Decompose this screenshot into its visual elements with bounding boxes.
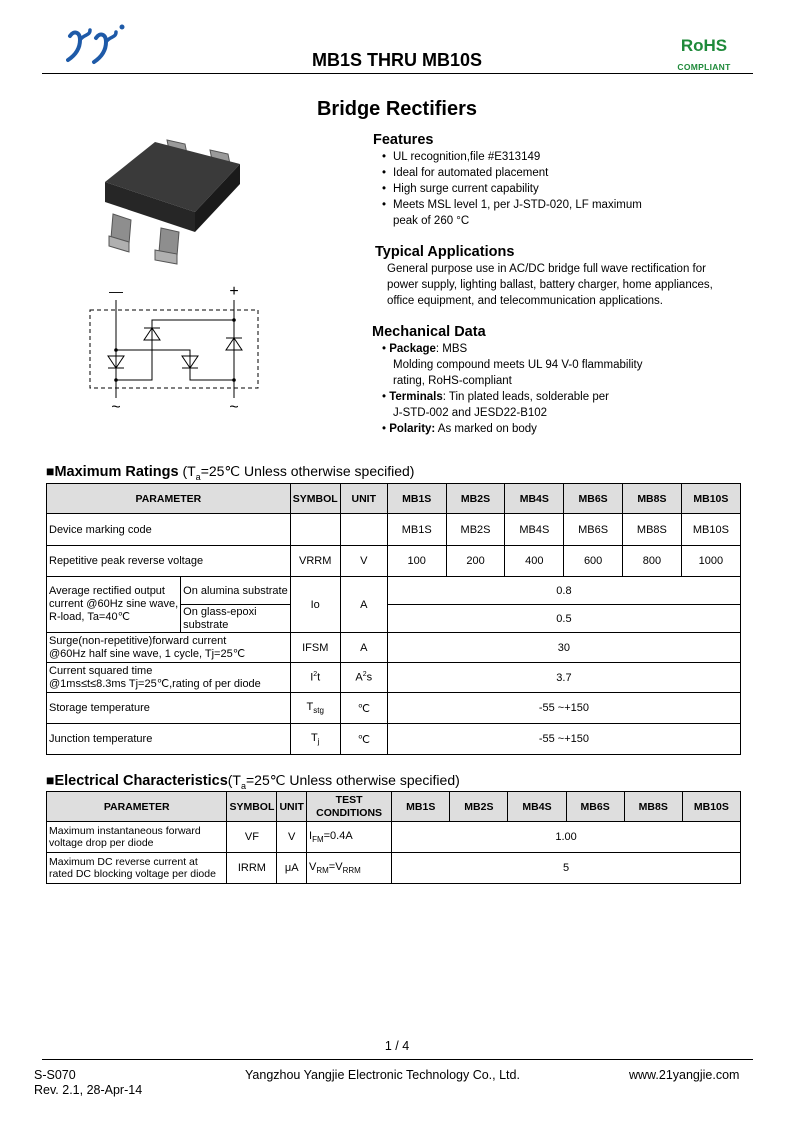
value-cell: MB6S xyxy=(564,514,623,546)
unit-cell: V xyxy=(340,546,387,577)
unit-cell: μA xyxy=(277,853,307,884)
unit-cell: A xyxy=(340,577,387,633)
ac-terminal-label: ~ xyxy=(111,399,121,416)
value-cell: 800 xyxy=(623,546,682,577)
param-cell: Junction temperature xyxy=(47,724,291,755)
column-header: TEST CONDITIONS xyxy=(307,792,392,822)
param-cell: Surge(non-repetitive)forward current @60Hz half sine wave, 1 cycle, Tj=25℃ xyxy=(47,633,291,663)
column-header: PARAMETER xyxy=(47,792,227,822)
list-item: • UL recognition,file #E313149 xyxy=(382,149,642,165)
column-header: MB10S xyxy=(681,484,740,514)
features-list xyxy=(382,149,642,213)
column-header: MB4S xyxy=(508,792,566,822)
features-heading: Features xyxy=(373,132,434,148)
param-cell: Maximum instantaneous forward voltage drop per diode xyxy=(47,822,227,853)
rohs-compliant-label: COMPLIANT xyxy=(677,62,731,72)
column-header: MB1S xyxy=(387,484,446,514)
value-cell: 3.7 xyxy=(387,663,740,693)
symbol-cell: $T_j$ xyxy=(290,724,340,755)
param-cell: Average rectified output current @60Hz sine wave, R-load, Ta=40℃ xyxy=(47,577,181,633)
symbol-cell: VF xyxy=(227,822,277,853)
terminals-label: Terminals xyxy=(389,391,443,403)
terminals-standard: J-STD-002 and JESD22-B102 xyxy=(393,407,548,419)
unit-cell: ℃ xyxy=(340,724,387,755)
company-name: Yangzhou Yangjie Electronic Technology Co., Ltd. xyxy=(245,1068,520,1082)
minus-terminal-label: — xyxy=(109,283,123,299)
footer-divider xyxy=(42,1059,753,1060)
features-continuation: peak of 260 °C xyxy=(393,215,470,227)
value-cell: 1.00 xyxy=(392,822,741,853)
molding-line: Molding compound meets UL 94 V-0 flammability xyxy=(393,359,643,371)
condition-cell: On alumina substrate xyxy=(181,577,291,605)
rohs-label: RoHS xyxy=(680,36,728,55)
symbol-cell: IFSM xyxy=(290,633,340,663)
electrical-table xyxy=(46,791,741,884)
symbol-cell: VRRM xyxy=(290,546,340,577)
page-number: 1 / 4 xyxy=(384,1039,410,1053)
value-cell: 0.5 xyxy=(387,605,740,633)
table-row xyxy=(47,663,741,693)
column-header: MB8S xyxy=(624,792,682,822)
table-row xyxy=(47,693,741,724)
table-row xyxy=(47,853,741,884)
value-cell: -55 ~+150 xyxy=(387,724,740,755)
param-cell: Current squared time @1ms≤t≤8.3ms Tj=25℃,rating of per diode xyxy=(47,663,291,693)
unit-cell: A xyxy=(340,633,387,663)
column-header: MB4S xyxy=(505,484,564,514)
param-cell: Device marking code xyxy=(47,514,291,546)
polarity-value: As marked on body xyxy=(435,423,537,435)
max-ratings-heading: ■Maximum Ratings ($T_a=25℃$ Unless otherwise specified) xyxy=(46,463,415,482)
circuit-diagram xyxy=(86,280,264,418)
unit-cell: $A^2s$ xyxy=(340,663,387,693)
max-ratings-title: Maximum Ratings xyxy=(54,464,179,480)
column-header: UNIT xyxy=(277,792,307,822)
test-condition-cell: $I_{FM}=0.4A$ xyxy=(307,822,392,853)
param-cell: Storage temperature xyxy=(47,693,291,724)
product-subtitle: Bridge Rectifiers xyxy=(316,98,478,120)
param-cell: Repetitive peak reverse voltage xyxy=(47,546,291,577)
test-condition-cell: $V_{RM}=V_{RRM}$ xyxy=(307,853,392,884)
value-cell: 30 xyxy=(387,633,740,663)
table-header-row xyxy=(47,484,741,514)
value-cell: MB2S xyxy=(446,514,505,546)
symbol-cell: Io xyxy=(290,577,340,633)
table-header-row xyxy=(47,792,741,822)
table-row xyxy=(47,577,741,605)
table-row xyxy=(47,514,741,546)
list-item: • Meets MSL level 1, per J-STD-020, LF maximum xyxy=(382,197,642,213)
revision: Rev. 2.1, 28-Apr-14 xyxy=(34,1083,143,1097)
value-cell: MB4S xyxy=(505,514,564,546)
column-header: MB1S xyxy=(392,792,450,822)
document-title: MB1S THRU MB10S xyxy=(311,50,483,70)
ac-terminal-label: ~ xyxy=(229,399,239,416)
value-cell: 400 xyxy=(505,546,564,577)
unit-cell: ℃ xyxy=(340,693,387,724)
column-header: MB2S xyxy=(450,792,508,822)
electrical-heading: ■Electrical $Characteristics(T_a=25℃$ Unless otherwise specified) xyxy=(46,772,460,791)
applications-line: power supply, lighting ballast, battery charger, home appliances, xyxy=(387,279,713,291)
package-image xyxy=(95,132,255,272)
column-header: MB8S xyxy=(623,484,682,514)
value-cell: 200 xyxy=(446,546,505,577)
document-id: S-S070 xyxy=(34,1068,76,1082)
column-header: SYMBOL xyxy=(290,484,340,514)
value-cell: 100 xyxy=(387,546,446,577)
molding-line: rating, RoHS-compliant xyxy=(393,375,512,387)
max-ratings-table xyxy=(46,483,741,755)
table-row xyxy=(47,633,741,663)
applications-text xyxy=(387,261,713,309)
rohs-badge xyxy=(664,36,744,72)
column-header: MB6S xyxy=(566,792,624,822)
mechanical-heading: Mechanical Data xyxy=(372,324,486,340)
column-header: MB2S xyxy=(446,484,505,514)
value-cell: 0.8 xyxy=(387,577,740,605)
plus-terminal-label: + xyxy=(229,283,239,300)
value-cell: 1000 xyxy=(681,546,740,577)
unit-cell: V xyxy=(277,822,307,853)
value-cell: MB1S xyxy=(387,514,446,546)
electrical-title: Electrical Characteristics xyxy=(54,773,228,789)
table-row xyxy=(47,546,741,577)
symbol-cell: $I^2t$ xyxy=(290,663,340,693)
column-header: MB6S xyxy=(564,484,623,514)
value-cell: 5 xyxy=(392,853,741,884)
terminals-value: : Tin plated leads, solderable per xyxy=(442,391,609,403)
column-header: MB10S xyxy=(682,792,740,822)
list-item: • Ideal for automated placement xyxy=(382,165,642,181)
column-header: UNIT xyxy=(340,484,387,514)
header-divider xyxy=(42,73,753,74)
value-cell: MB10S xyxy=(681,514,740,546)
polarity-label: Polarity: xyxy=(389,423,436,435)
value-cell: -55 ~+150 xyxy=(387,693,740,724)
package-label: Package xyxy=(389,343,436,355)
symbol-cell: IRRM xyxy=(227,853,277,884)
symbol-cell: $T_{stg}$ xyxy=(290,693,340,724)
value-cell: MB8S xyxy=(623,514,682,546)
mechanical-data: • Package: MBS Molding compound meets UL 94 V-0 flammability rating, RoHS-compliant • Terminals: Tin plated leads, solderable per J-STD-002 and JESD22-B102 • Polarity: As marked on body xyxy=(382,343,643,435)
column-header: PARAMETER xyxy=(47,484,291,514)
param-cell: Maximum DC reverse current at rated DC blocking voltage per diode xyxy=(47,853,227,884)
table-row xyxy=(47,724,741,755)
applications-line: General purpose use in AC/DC bridge full wave rectification for xyxy=(387,263,706,275)
value-cell: 600 xyxy=(564,546,623,577)
applications-heading: Typical Applications xyxy=(375,244,515,260)
list-item: • High surge current capability xyxy=(382,181,642,197)
condition-cell: On glass-epoxi substrate xyxy=(181,605,291,633)
package-value: : MBS xyxy=(435,343,468,355)
column-header: SYMBOL xyxy=(227,792,277,822)
applications-line: office equipment, and telecommunication applications. xyxy=(387,295,663,307)
website-link[interactable]: www.21yangjie.com xyxy=(629,1068,740,1082)
table-row xyxy=(47,822,741,853)
